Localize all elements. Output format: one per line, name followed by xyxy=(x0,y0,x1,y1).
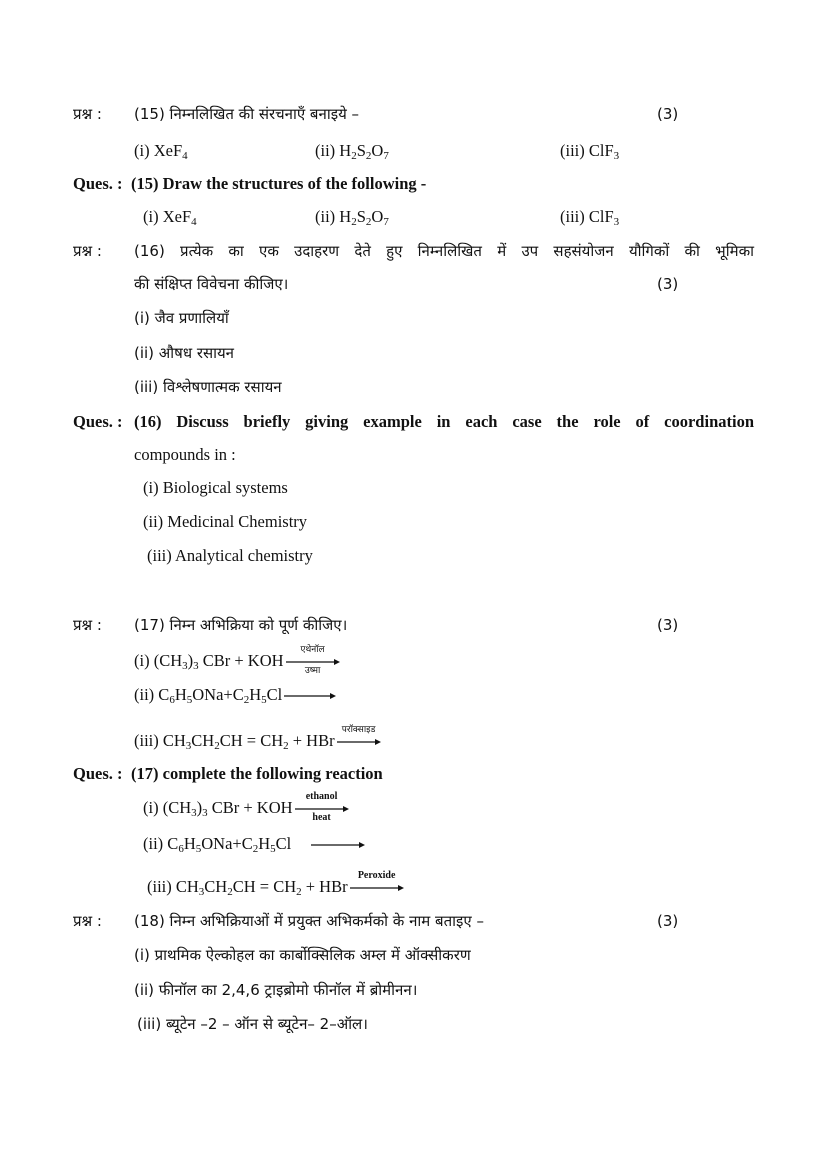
q16-en-item-1: (i) Biological systems xyxy=(143,478,288,497)
reaction-arrow-icon: परॉक्साइड xyxy=(337,738,381,746)
q16-hi-item-3: (iii) विश्लेषणात्मक रसायन xyxy=(134,378,282,396)
q18-hi-text: (18) निम्न अभिक्रियाओं में प्रयुक्त अभिकर्मको के नाम बताइए – xyxy=(134,912,484,930)
q15-hi-text: (15) निम्नलिखित की संरचनाएँ बनाइये – xyxy=(134,105,360,123)
q18-item-3: (iii) ब्यूटेन –2 – ऑन से ब्यूटेन– 2–ऑल। xyxy=(137,1015,368,1033)
q16-en-item-3: (iii) Analytical chemistry xyxy=(147,546,313,565)
q16-en-line2: compounds in : xyxy=(134,445,236,464)
q16-hi-item-2: (ii) औषध रसायन xyxy=(134,344,235,362)
q16-marks: (3) xyxy=(657,275,679,293)
q15-en-text: (15) Draw the structures of the following - xyxy=(131,174,427,193)
q17-hi-reaction-2: (ii) $C_6H_5ONa+C_2H_5Cl$ xyxy=(134,685,336,705)
q18-hi-label: प्रश्न : xyxy=(73,912,102,930)
q15-hi-item-3: (iii) ClF$_3$ xyxy=(560,141,620,162)
q17-hi-text: (17) निम्न अभिक्रिया को पूर्ण कीजिए। xyxy=(134,616,348,634)
q16-en-item-2: (ii) Medicinal Chemistry xyxy=(143,512,308,531)
q18-item-1: (i) प्राथमिक ऐल्कोहल का कार्बोक्सिलिक अम्ल में ऑक्सीकरण xyxy=(134,946,471,964)
reaction-arrow-icon: एथेनॉल उष्मा xyxy=(286,658,340,666)
q15-hi-item-2: (ii) $H_2S_2O_7$ xyxy=(315,141,389,162)
q17-marks: (3) xyxy=(657,616,679,634)
reaction-arrow-icon: ethanol heat xyxy=(295,805,349,813)
reaction-arrow-icon xyxy=(311,841,365,849)
q18-item-2: (ii) फीनॉल का 2,4,6 ट्राइब्रोमो फीनॉल में ब्रोमीनन। xyxy=(134,981,418,999)
q17-hi-reaction-1: (i) $(CH_3)_3$ CBr + KOH एथेनॉल उष्मा xyxy=(134,651,340,671)
q16-hi-line1: (16) प्रत्येक का एक उदाहरण देते हुए निम्नलिखित में उप सहसंयोजन यौगिकों की भूमिका xyxy=(134,242,754,260)
q18-marks: (3) xyxy=(657,912,679,930)
reaction-arrow-icon xyxy=(284,692,336,700)
q17-en-reaction-2: (ii) $C_6H_5ONa+C_2H_5Cl$ xyxy=(143,834,365,854)
q16-hi-line2: की संक्षिप्त विवेचना कीजिए। xyxy=(134,275,289,293)
q16-en-label: Ques. : xyxy=(73,412,123,431)
q17-en-text: (17) complete the following reaction xyxy=(131,764,383,783)
q15-hi-item-1: (i) XeF$_4$ xyxy=(134,141,188,162)
reaction-arrow-icon: Peroxide xyxy=(350,884,404,892)
q16-hi-label: प्रश्न : xyxy=(73,242,102,260)
q17-en-label: Ques. : xyxy=(73,764,123,783)
q16-hi-item-1: (i) जैव प्रणालियाँ xyxy=(134,309,229,327)
q15-en-item-2: (ii) $H_2S_2O_7$ xyxy=(315,207,389,228)
q17-hi-reaction-3: (iii) $CH_3CH_2CH = CH_2$ + HBr परॉक्साइड xyxy=(134,731,381,751)
q15-marks: (3) xyxy=(657,105,679,123)
q15-en-label: Ques. : xyxy=(73,174,123,193)
q16-en-line1: (16) Discuss briefly giving example in each case the role of coordination xyxy=(134,412,754,431)
q15-en-item-1: (i) XeF$_4$ xyxy=(143,207,197,228)
q15-hi-label: प्रश्न : xyxy=(73,105,102,123)
q17-en-reaction-3: (iii) $CH_3CH_2CH = CH_2$ + HBr Peroxide xyxy=(147,877,404,897)
q15-en-item-3: (iii) ClF$_3$ xyxy=(560,207,620,228)
q17-hi-label: प्रश्न : xyxy=(73,616,102,634)
q17-en-reaction-1: (i) $(CH_3)_3$ CBr + KOH ethanol heat xyxy=(143,798,349,818)
